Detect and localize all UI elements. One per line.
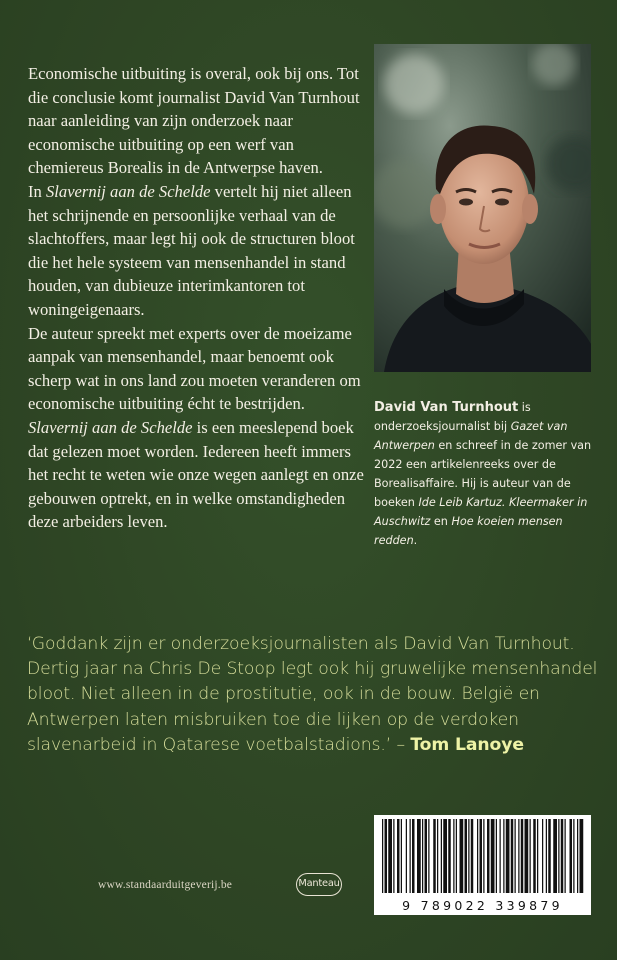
publisher-logo: Manteau [296,873,342,896]
isbn-digits: 9 789022 339879 [402,898,563,913]
author-name: David Van Turnhout [374,400,519,415]
book-title: Slavernij aan de Schelde [28,417,193,437]
book-title: Hoe koeien mensen redden [374,515,563,547]
blurb-paragraph-1: Economische uitbuiting is overal, ook bij ons. Tot die conclusie komt journalist David Van Turnhout naar aanleiding van zijn onderzoek naar economische uitbuiting op een werf van chemiereus Borealis in de Antwerpse haven. [28,64,360,178]
blurb-paragraph-4: Slavernij aan de Schelde is een meeslepend boek dat gelezen moet worden. Iedereen heeft immers het recht te weten wie onze wegen aanlegt en onze gebouwen optrekt, en in welke omstandigheden deze arbeiders leven. [28,417,364,532]
blurb-text [28,62,368,534]
publisher-url: www.standaarduitgeverij.be [98,879,233,891]
author-bio: David Van Turnhout is onderzoeksjournalist bij Gazet van Antwerpen en schreef in de zomer van 2022 een artikelenreeks over de Borealisaffaire. Hij is auteur van de boeken Ide Leib Kartuz. Kleermaker in Auschwitz en Hoe koeien mensen redden. [374,400,592,547]
isbn-barcode [374,815,591,915]
blurb-paragraph-2: In Slavernij aan de Schelde vertelt hij niet alleen het schrijnende en persoonlijke verhaal van de slachtoffers, maar legt hij ook de structuren bloot die het hele systeem van mensenhandel in stand houden, van dubieuze interimkantoren tot woningeigenaars. [28,181,355,319]
barcode-bars [374,815,591,895]
review-quote: ‘Goddank zijn er onderzoeksjournalisten als David Van Turnhout. Dertig jaar na Chris De Stoop legt ook hij gruwelijke mensenhandel bloot. Niet alleen in de prostitutie, ook in de bouw. België en Antwerpen laten misbruiken toe die lijken op de verdoken slavenarbeid in Qatarese voetbalstadions.’ – Tom Lanoye [27,634,598,755]
book-title: Ide Leib Kartuz. Kleermaker in Auschwitz [374,496,588,528]
author-portrait-image [374,44,591,372]
blurb-paragraph-3: De auteur spreekt met experts over de moeizame aanpak van mensenhandel, maar benoemt ook scherp wat in ons land zou moeten veranderen om economische uitbuiting écht te bestrijden. [28,323,361,414]
quote-author: Tom Lanoye [410,734,524,755]
author-photo [374,44,591,372]
book-title: Slavernij aan de Schelde [45,181,211,201]
newspaper-name: Gazet van Antwerpen [374,420,568,452]
